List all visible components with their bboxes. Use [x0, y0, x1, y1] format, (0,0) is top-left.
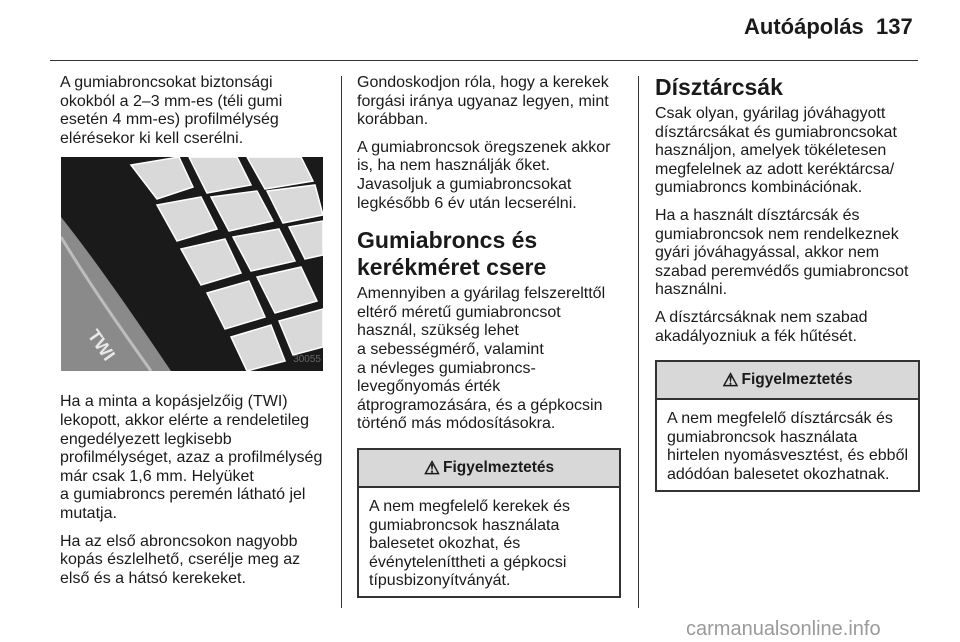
tire-tread-illustration: [61, 157, 323, 371]
tread-depth-paragraph: A gumiabroncsokat biztonsági okokból a 2–3 mm-es (téli gumi esetén 4 mm-es) profilmélység elérésekor ki kell cserélni.: [60, 74, 283, 147]
tire-size-heading: Gumiabroncs és kerékméret csere: [357, 227, 547, 281]
warning-box-tires: [357, 448, 621, 598]
warning-title: Figyelmeztetés: [741, 370, 853, 388]
watermark: carmanualsonline.info: [686, 618, 881, 640]
hubcaps-heading: Dísztárcsák: [655, 74, 783, 100]
header-divider: [50, 60, 918, 61]
warning-triangle-icon: ⚠: [722, 369, 739, 390]
tire-rotation-paragraph: Ha az első abroncsokon nagyobb kopás észlelhető, cserélje meg az első és a hátsó kerekeket.: [60, 532, 301, 587]
warning-text: A nem megfelelő kerekek és gumiabroncsok használata balesetet okozhat, és évényteleníttheti a gépkocsi típusbizonyítványát.: [369, 497, 570, 590]
warning-title: Figyelmeztetés: [443, 458, 555, 476]
page-header-title: Autóápolás: [744, 14, 864, 39]
hubcaps-runflat-paragraph: Ha a használt dísztárcsák és gumiabroncsok nem rendelkeznek gyári jóváhagyással, akkor nem szabad peremvédős gumiabroncsot használni.: [655, 206, 909, 299]
warning-header: [359, 450, 619, 488]
warning-box-hubcaps: [655, 360, 920, 491]
tire-size-paragraph: Amennyiben a gyárilag felszerelttől eltérő méretű gumiabroncsot használ, szükség lehet a sebességmérő, valamint a névleges gumiabroncs- levegőnyomás érték átprogramozására, és a gépkocsin történő más módosításokra.: [357, 285, 606, 433]
column-divider-2: [638, 76, 639, 608]
column-divider-1: [341, 76, 342, 608]
twi-marking: TWI: [83, 326, 120, 365]
warning-triangle-icon: ⚠: [423, 457, 440, 478]
twi-paragraph: Ha a minta a kopásjelzőig (TWI) lekopott, akkor elérte a rendeletileg engedélyezett legkisebb profilmélységet, azaz a profilmélység már csak 1,6 mm. Helyüket a gumiabroncs peremén látható jel mutatja.: [60, 393, 323, 522]
warning-header: [657, 362, 918, 400]
tire-aging-paragraph: A gumiabroncsok öregszenek akkor is, ha nem használják őket. Javasoljuk a gumiabroncsokat legkésőbb 6 év után lecserélni.: [357, 138, 611, 212]
warning-text: A nem megfelelő dísztárcsák és gumiabroncsok használata hirtelen nyomásvesztést, és ebből adódóan balesetet okozhatnak.: [667, 410, 909, 483]
hubcaps-approval-paragraph: Csak olyan, gyárilag jóváhagyott dísztárcsákat és gumiabroncsokat használjon, amelyek tökéletesen megfelelnek az adott keréktárcsa/ gumiabroncs kombinációnak.: [655, 105, 897, 197]
hubcaps-brake-paragraph: A dísztárcsáknak nem szabad akadályozniuk a fék hűtését.: [655, 308, 868, 345]
figure-code: 30055: [293, 353, 321, 365]
page-number: 137: [876, 14, 913, 39]
rotation-direction-paragraph: Gondoskodjon róla, hogy a kerekek forgási iránya ugyanaz legyen, mint korábban.: [357, 74, 609, 129]
column-2: [357, 74, 621, 598]
column-1: [60, 74, 330, 597]
column-3: [655, 74, 920, 492]
tire-tread-drawing: [61, 157, 323, 371]
